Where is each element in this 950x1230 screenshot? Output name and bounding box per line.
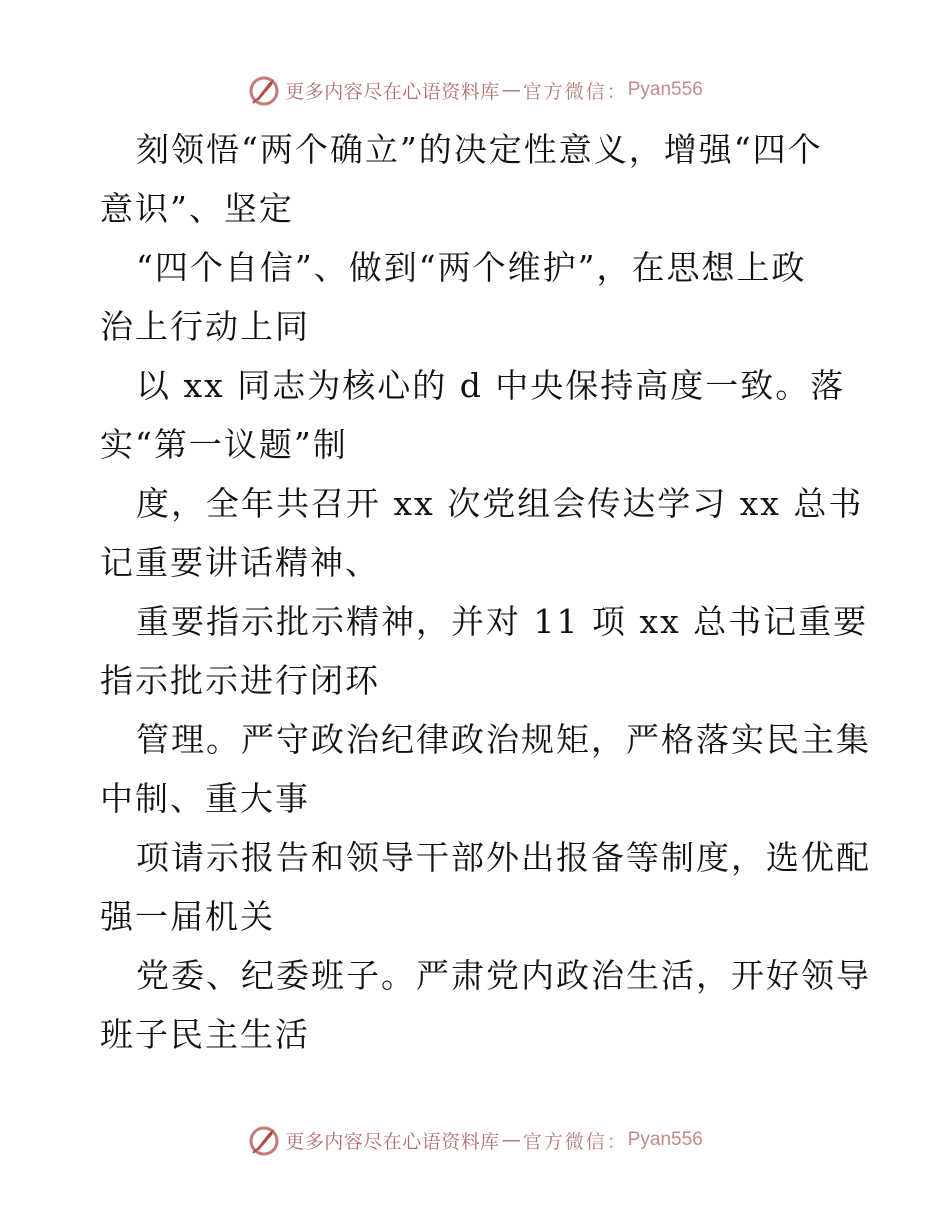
footer-watermark-banner xyxy=(0,1120,950,1160)
banner-separator: — xyxy=(501,1129,521,1151)
text-line: “四个自信”、做到“两个维护”，在思想上政 xyxy=(136,248,807,287)
text-line: 强一届机关 xyxy=(100,897,275,936)
text-line: 重要指示批示精神，并对 11 项 xx 总书记重要 xyxy=(136,602,869,641)
text-line: 中制、重大事 xyxy=(100,779,310,818)
banner-wechat-id: Pyan556 xyxy=(627,1129,703,1150)
text-line: 党委、纪委班子。严肃党内政治生活，开好领导 xyxy=(136,956,871,995)
banner-official-label: 官方微信： xyxy=(522,1130,628,1153)
text-line: 刻领悟“两个确立”的决定性意义，增强“四个 xyxy=(136,130,823,169)
banner-official-label: 官方微信： xyxy=(522,80,628,103)
text-line: 实“第一议题”制 xyxy=(100,425,348,464)
text-line: 记重要讲话精神、 xyxy=(100,543,380,582)
banner-separator: — xyxy=(501,79,521,101)
text-line: 意识”、坚定 xyxy=(100,189,294,228)
document-body xyxy=(100,120,871,1064)
banner-wechat-id: Pyan556 xyxy=(627,79,703,100)
banner-main-text: 更多内容尽在心语资料库 xyxy=(285,80,500,103)
text-line: 度，全年共召开 xx 次党组会传达学习 xx 总书 xyxy=(136,484,864,523)
text-line: 治上行动上同 xyxy=(100,307,310,346)
text-line: 班子民主生活 xyxy=(100,1015,310,1054)
text-line: 管理。严守政治纪律政治规矩，严格落实民主集 xyxy=(136,720,871,759)
quill-pen-logo-icon xyxy=(247,73,281,107)
text-line: 以 xx 同志为核心的 d 中央保持高度一致。落 xyxy=(136,366,846,405)
quill-pen-logo-icon xyxy=(247,1123,281,1157)
header-watermark-banner xyxy=(0,70,950,110)
text-line: 指示批示进行闭环 xyxy=(100,661,380,700)
text-line: 项请示报告和领导干部外出报备等制度，选优配 xyxy=(136,838,871,877)
banner-main-text: 更多内容尽在心语资料库 xyxy=(285,1130,500,1153)
